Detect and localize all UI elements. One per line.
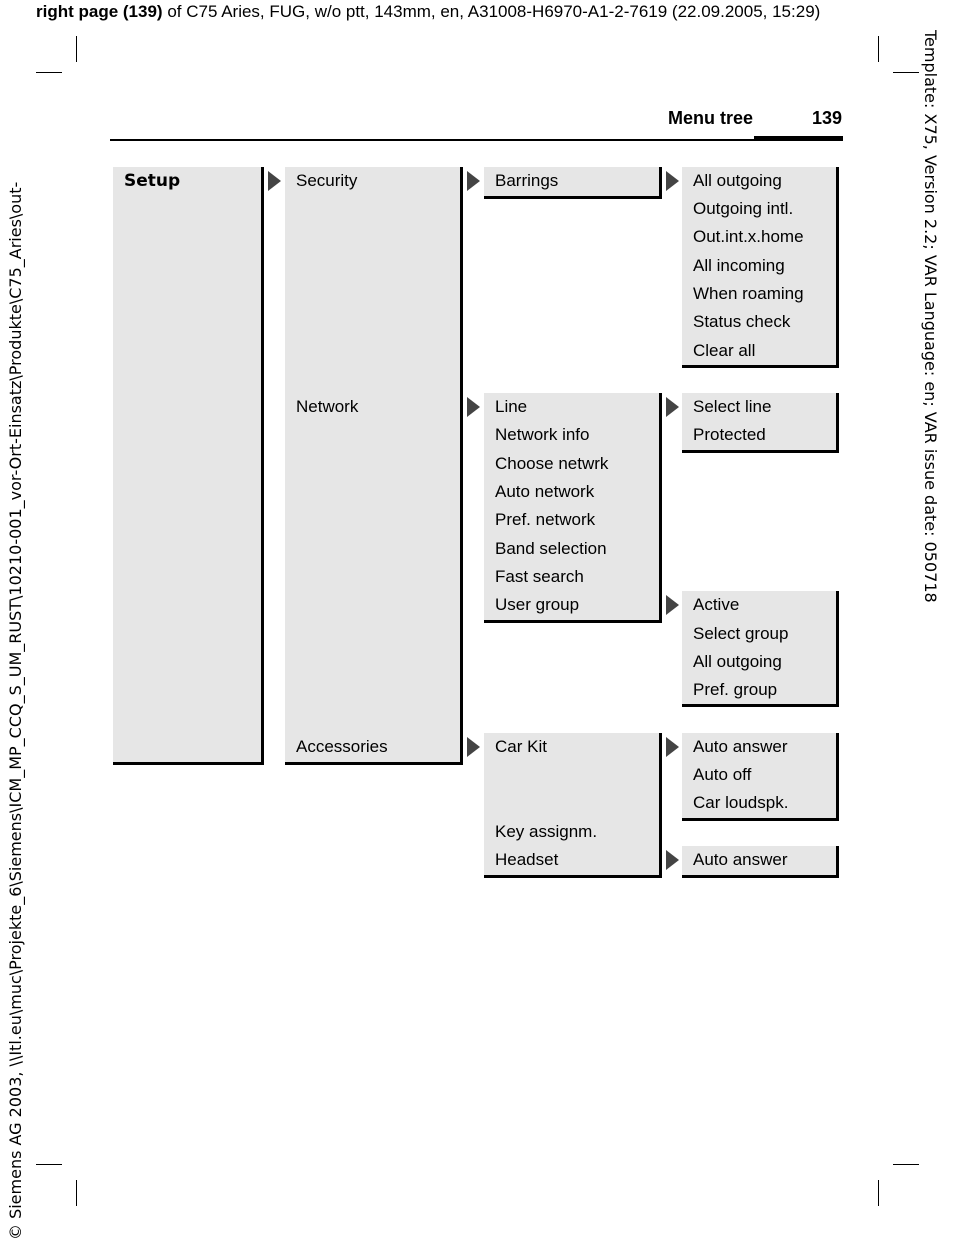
menu-item-user-group-option: Active xyxy=(693,595,740,614)
crop-mark xyxy=(76,1180,77,1206)
page-number: 139 xyxy=(812,108,843,128)
arrow-icon xyxy=(467,397,480,417)
crop-mark xyxy=(36,1164,62,1165)
crop-mark xyxy=(36,72,62,73)
menu-item-security: Security xyxy=(296,171,358,190)
menu-item-barring-option: Outgoing intl. xyxy=(693,199,794,218)
crop-mark xyxy=(878,1180,879,1206)
arrow-icon xyxy=(467,737,480,757)
menu-item-network-option: User group xyxy=(495,595,580,614)
crop-mark xyxy=(76,36,77,62)
menu-item-barring-option: Clear all xyxy=(693,341,756,360)
menu-item-line-option: Select line xyxy=(693,397,772,416)
menu-item-car-kit-option: Auto answer xyxy=(693,737,788,756)
menu-item-network-option: Band selection xyxy=(495,539,607,558)
header-rule-thick xyxy=(754,136,843,141)
menu-item-accessories-option: Car Kit xyxy=(495,737,547,756)
arrow-icon xyxy=(666,397,679,417)
print-header-bold: right page (139) xyxy=(36,2,163,21)
menu-item-car-kit-option: Car loudspk. xyxy=(693,793,789,812)
crop-mark xyxy=(878,36,879,62)
menu-item-user-group-option: All outgoing xyxy=(693,652,782,671)
menu-item-network-option: Choose netwrk xyxy=(495,454,609,473)
menu-item-barring-option: All incoming xyxy=(693,256,785,275)
template-info: Template: X75, Version 2.2; VAR Language: en; VAR issue date: 050718 xyxy=(921,30,940,603)
menu-item-barrings: Barrings xyxy=(495,171,559,190)
file-path: © Siemens AG 2003, \\Itl.eu\muc\Projekte_6\Siemens\ICM_MP_CCQ_S_UM_RUST\10210-001_vor-Ort-Einsatz\Produkte\C75_Aries\out- xyxy=(6,181,25,1240)
menu-item-network-option: Fast search xyxy=(495,567,584,586)
menu-box-level1 xyxy=(285,167,463,765)
menu-box-setup xyxy=(113,167,264,765)
menu-root: Setup xyxy=(124,171,181,191)
menu-item-accessories-option: Key assignm. xyxy=(495,822,598,841)
menu-item-user-group-option: Select group xyxy=(693,624,789,643)
menu-item-car-kit-option: Auto off xyxy=(693,765,752,784)
arrow-icon xyxy=(666,171,679,191)
arrow-icon xyxy=(666,737,679,757)
print-header-rest: of C75 Aries, FUG, w/o ptt, 143mm, en, A31008-H6970-A1-2-7619 (22.09.2005, 15:29) xyxy=(162,2,821,21)
menu-item-line-option: Protected xyxy=(693,425,766,444)
arrow-icon xyxy=(467,171,480,191)
arrow-icon xyxy=(666,850,679,870)
menu-item-accessories-option: Headset xyxy=(495,850,559,869)
menu-item-network-option: Network info xyxy=(495,425,590,444)
menu-item-network-option: Auto network xyxy=(495,482,595,501)
page-title: Menu tree xyxy=(668,108,754,128)
menu-item-network-option: Pref. network xyxy=(495,510,596,529)
menu-item-accessories: Accessories xyxy=(296,737,388,756)
menu-item-network: Network xyxy=(296,397,359,416)
arrow-icon xyxy=(268,171,281,191)
crop-mark xyxy=(893,72,919,73)
menu-item-headset-option: Auto answer xyxy=(693,850,788,869)
menu-item-barring-option: When roaming xyxy=(693,284,804,303)
menu-item-network-option: Line xyxy=(495,397,528,416)
menu-item-barring-option: All outgoing xyxy=(693,171,782,190)
menu-item-barring-option: Status check xyxy=(693,312,791,331)
header-rule xyxy=(110,139,843,141)
arrow-icon xyxy=(666,595,679,615)
menu-item-barring-option: Out.int.x.home xyxy=(693,227,804,246)
menu-item-user-group-option: Pref. group xyxy=(693,680,778,699)
print-header xyxy=(36,2,820,22)
crop-mark xyxy=(893,1164,919,1165)
